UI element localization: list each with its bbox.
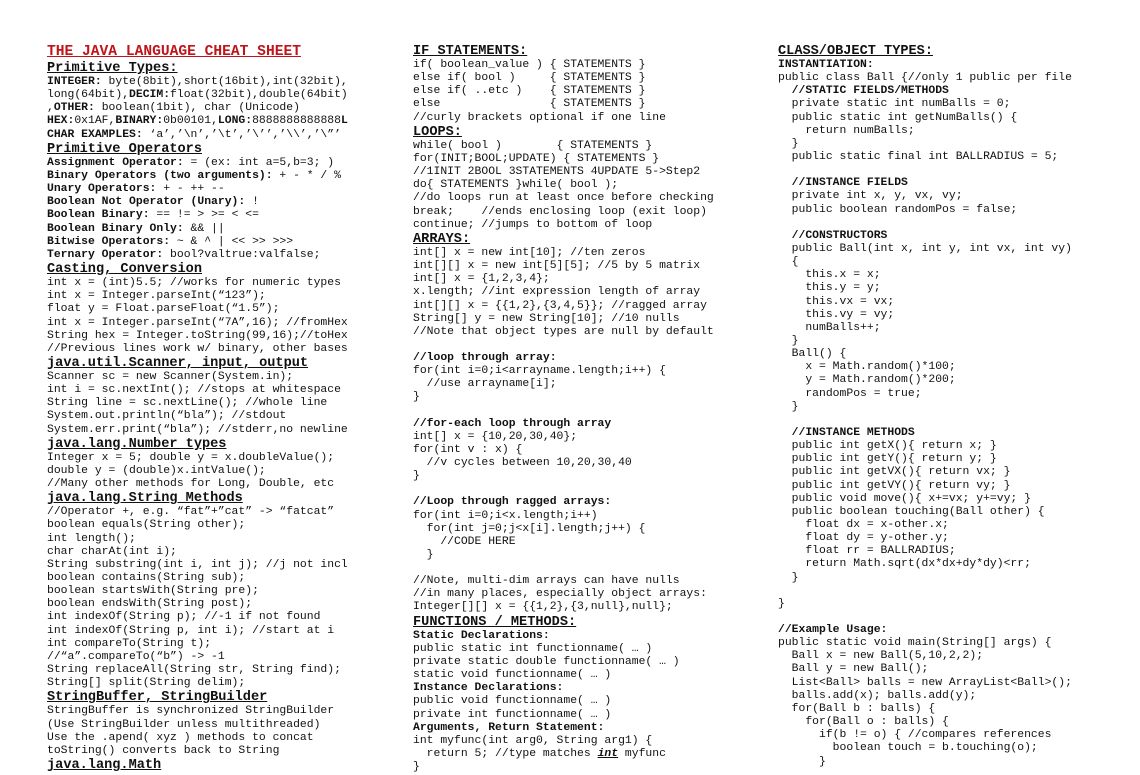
spacer <box>413 405 763 418</box>
code-line: private int functionname( … ) <box>413 708 612 721</box>
code-line: int indexOf(String p, int i); //start at i <box>47 624 335 637</box>
code-line: int x = Integer.parseInt(“123”); <box>47 290 266 303</box>
code-line: public static int getNumBalls() { <box>778 111 1018 124</box>
code-line: public class Ball {//only 1 public per file <box>778 72 1072 85</box>
code-line: private static int numBalls = 0; <box>778 98 1011 111</box>
code-line: } <box>413 391 420 404</box>
code-line: public int getVX(){ return vx; } <box>778 466 1011 479</box>
code-line: if( boolean_value ) { STATEMENTS } <box>413 59 646 71</box>
code-line: //Note that object types are null by default <box>413 325 714 338</box>
code-line: //Previous lines work w/ binary, other bases <box>47 342 348 355</box>
code-line: int x = Integer.parseInt(“7A”,16); //fromHex <box>47 316 348 329</box>
code-line: int[] x = {10,20,30,40}; <box>413 430 578 443</box>
code-line: continue; //jumps to bottom of loop <box>413 218 653 231</box>
code-line: randomPos = true; <box>778 387 922 400</box>
code-line: (Use StringBuilder unless multithreaded) <box>47 718 321 731</box>
code-line: public static int functionname( … ) <box>413 642 653 655</box>
text-line: Unary Operators: + - ++ -- <box>47 183 225 196</box>
code-line: toString() converts back to String <box>47 744 280 757</box>
code-line: boolean startsWith(String pre); <box>47 585 259 598</box>
code-line: public static final int BALLRADIUS = 5; <box>778 151 1059 164</box>
code-line: StringBuffer is synchronized StringBuilder <box>47 705 335 718</box>
code-line: y = Math.random()*200; <box>778 374 956 387</box>
code-line: int[][] x = {{1,2},{3,4,5}}; //ragged array <box>413 299 707 312</box>
text-line: long(64bit),DECIM:float(32bit),double(64bit) <box>47 89 348 102</box>
spacer <box>778 585 1133 598</box>
code-line: String line = sc.nextLine(); //whole line <box>47 397 328 410</box>
text-line: Binary Operators (two arguments): + - * / % <box>47 169 341 182</box>
label-example-usage: //Example Usage: <box>778 623 888 636</box>
code-line: int indexOf(String p); //-1 if not found <box>47 611 321 624</box>
code-line: //1INIT 2BOOL 3STATEMENTS 4UPDATE 5->Step2 <box>413 166 701 179</box>
subheading-ragged: //Loop through ragged arrays: <box>413 496 612 509</box>
code-line: } <box>778 755 826 768</box>
code-line: int x = (int)5.5; //works for numeric types <box>47 277 341 290</box>
text-line: Boolean Binary: == != > >= < <= <box>47 209 259 222</box>
code-line: float dy = y-other.y; <box>778 532 949 545</box>
label-instance-fields: //INSTANCE FIELDS <box>778 177 908 190</box>
code-line: } <box>778 334 799 347</box>
label-static-declarations: Static Declarations: <box>413 629 550 642</box>
code-line: public void move(){ x+=vx; y+=vy; } <box>778 492 1031 505</box>
code-line <box>413 748 763 761</box>
code-line: boolean equals(String other); <box>47 519 246 532</box>
spacer <box>778 217 1133 230</box>
code-line: this.y = y; <box>778 282 881 295</box>
code-line: Ball() { <box>778 348 847 361</box>
code-line: String substring(int i, int j); //j not incl <box>47 558 348 571</box>
spacer <box>778 611 1133 624</box>
section-heading-functions: FUNCTIONS / METHODS: <box>413 614 577 630</box>
code-line: //curly brackets optional if one line <box>413 111 666 124</box>
code-line: float dx = x-other.x; <box>778 519 949 531</box>
label-instantiation: INSTANTIATION: <box>778 59 874 71</box>
code-line: break; //ends enclosing loop (exit loop) <box>413 205 707 218</box>
code-line: for(int v : x) { <box>413 443 523 456</box>
subheading-loop-array: //loop through array: <box>413 351 557 364</box>
code-line: private static double functionname( … ) <box>413 655 680 668</box>
spacer <box>778 414 1133 427</box>
code-line: return numBalls; <box>778 124 915 137</box>
code-line: } <box>778 597 785 610</box>
code-emphasis: int <box>597 748 619 761</box>
code-line: this.vx = vx; <box>778 295 895 308</box>
code-line: Integer x = 5; double y = x.doubleValue(); <box>47 451 335 464</box>
code-line: for(int j=0;j<x[i].length;j++) { <box>413 522 646 535</box>
code-line: this.x = x; <box>778 269 881 282</box>
spacer <box>413 483 763 496</box>
code-line: List<Ball> balls = new ArrayList<Ball>(); <box>778 676 1072 689</box>
code-line: else if( ..etc ) { STATEMENTS } <box>413 85 646 98</box>
text-line: Ternary Operator: bool?valtrue:valfalse; <box>47 248 321 261</box>
code-line: for(Ball o : balls) { <box>778 716 949 729</box>
code-line: this.vy = vy; <box>778 308 895 321</box>
code-line: for(int i=0;i<x.length;i++) <box>413 509 598 522</box>
code-line: public Ball(int x, int y, int vx, int vy) <box>778 242 1072 255</box>
code-line: } <box>778 137 799 150</box>
code-line: public int getY(){ return y; } <box>778 453 997 466</box>
code-line: static void functionname( … ) <box>413 669 612 682</box>
code-line: x = Math.random()*100; <box>778 361 956 374</box>
code-line: public int getVY(){ return vy; } <box>778 479 1011 492</box>
code-line: //Operator +, e.g. “fat”+”cat” -> “fatcat” <box>47 506 335 519</box>
code-line: else if( bool ) { STATEMENTS } <box>413 72 646 85</box>
code-line: String[] y = new String[10]; //10 nulls <box>413 312 680 325</box>
code-line: String[] split(String delim); <box>47 677 246 690</box>
code-line: //do loops run at least once before checking <box>413 192 714 205</box>
code-line: Integer[][] x = {{1,2},{3,null},null}; <box>413 601 673 614</box>
code-line: //v cycles between 10,20,30,40 <box>413 457 632 470</box>
code-line: else { STATEMENTS } <box>413 98 646 111</box>
code-line: return Math.sqrt(dx*dx+dy*dy)<rr; <box>778 558 1031 571</box>
column-right <box>778 44 1133 769</box>
text-line: Boolean Binary Only: && || <box>47 222 225 235</box>
label-instance-declarations: Instance Declarations: <box>413 682 564 695</box>
code-line: for(INIT;BOOL;UPDATE) { STATEMENTS } <box>413 152 660 165</box>
text-line: ,OTHER: boolean(1bit), char (Unicode) <box>47 102 300 115</box>
column-middle <box>413 44 763 774</box>
column-left <box>47 44 397 773</box>
section-heading-casting: Casting, Conversion <box>47 262 202 278</box>
code-line: if(b != o) { //compares references <box>778 729 1052 742</box>
section-heading-string-methods: java.lang.String Methods <box>47 491 243 507</box>
spacer <box>413 562 763 575</box>
code-line: { <box>778 256 799 269</box>
code-line: public int getX(){ return x; } <box>778 440 997 453</box>
code-line: //in many places, especially object arrays: <box>413 588 707 601</box>
code-fragment: return 5; //type matches <box>413 748 598 761</box>
code-line: private int x, y, vx, vy; <box>778 190 963 203</box>
code-line: Scanner sc = new Scanner(System.in); <box>47 370 294 383</box>
code-line: double y = (double)x.intValue(); <box>47 464 266 477</box>
code-line: char charAt(int i); <box>47 545 177 558</box>
spacer <box>778 164 1133 177</box>
code-line: } <box>778 571 799 584</box>
section-heading-if: IF STATEMENTS: <box>413 44 528 59</box>
code-line: public void functionname( … ) <box>413 695 612 708</box>
code-line: public static void main(String[] args) { <box>778 637 1052 650</box>
text-line: Assignment Operator: = (ex: int a=5,b=3; ) <box>47 156 335 169</box>
code-line: } <box>778 400 799 413</box>
section-heading-number-types: java.lang.Number types <box>47 436 227 452</box>
subheading-for-each: //for-each loop through array <box>413 417 612 430</box>
code-line: } <box>413 761 420 774</box>
code-line: //Note, multi-dim arrays can have nulls <box>413 575 680 588</box>
section-heading-arrays: ARRAYS: <box>413 231 471 247</box>
code-line: } <box>413 470 420 483</box>
code-line: while( bool ) { STATEMENTS } <box>413 139 653 152</box>
code-line: for(int i=0;i<arrayname.length;i++) { <box>413 365 666 378</box>
text-line: HEX:0x1AF,BINARY:0b00101,LONG:8888888888888L <box>47 115 348 128</box>
label-arguments-return: Arguments, Return Statement: <box>413 721 605 734</box>
code-line: int compareTo(String t); <box>47 637 212 650</box>
code-line: float y = Float.parseFloat(“1.5”); <box>47 303 280 316</box>
code-line: numBalls++; <box>778 321 881 334</box>
code-line: boolean touch = b.touching(o); <box>778 742 1038 755</box>
code-line: //“a”.compareTo(“b”) -> -1 <box>47 650 225 663</box>
code-line: String replaceAll(String str, String find); <box>47 664 341 677</box>
code-line: int length(); <box>47 532 136 545</box>
code-line: for(Ball b : balls) { <box>778 702 936 715</box>
code-line: public boolean randomPos = false; <box>778 203 1018 216</box>
code-line: Ball x = new Ball(5,10,2,2); <box>778 650 984 663</box>
page-title: THE JAVA LANGUAGE CHEAT SHEET <box>47 44 301 60</box>
code-line: public boolean touching(Ball other) { <box>778 505 1045 518</box>
code-line: System.err.print(“bla”); //stderr,no newline <box>47 423 348 436</box>
section-heading-math: java.lang.Math <box>47 758 162 774</box>
section-heading-stringbuffer: StringBuffer, StringBuilder <box>47 690 268 706</box>
code-line: System.out.println(“bla”); //stdout <box>47 410 287 423</box>
code-line: Ball y = new Ball(); <box>778 663 929 676</box>
code-line: //Many other methods for Long, Double, etc <box>47 478 335 491</box>
code-line: boolean endsWith(String post); <box>47 598 253 611</box>
code-line: boolean contains(String sub); <box>47 572 246 584</box>
code-line: int i = sc.nextInt(); //stops at whitespace <box>47 384 341 397</box>
code-line: } <box>413 549 434 561</box>
code-line: int[][] x = new int[5][5]; //5 by 5 matrix <box>413 260 701 273</box>
section-heading-primitive-types: Primitive Types: <box>47 61 178 76</box>
code-line: String hex = Integer.toString(99,16);//toHex <box>47 329 348 342</box>
code-line: Use the .apend( xyz ) methods to concat <box>47 731 314 744</box>
code-line: //CODE HERE <box>413 535 516 548</box>
section-heading-loops: LOOPS: <box>413 124 462 140</box>
code-line: //use arrayname[i]; <box>413 378 557 391</box>
text-line: Boolean Not Operator (Unary): ! <box>47 196 259 209</box>
text-line: INTEGER: byte(8bit),short(16bit),int(32bit), <box>47 76 348 88</box>
text-line: Bitwise Operators: ~ & ^ | << >> >>> <box>47 235 294 248</box>
code-line: do{ STATEMENTS }while( bool ); <box>413 179 619 192</box>
section-heading-primitive-operators: Primitive Operators <box>47 141 202 157</box>
section-heading-class-object: CLASS/OBJECT TYPES: <box>778 44 933 59</box>
section-heading-scanner: java.util.Scanner, input, output <box>47 355 309 371</box>
code-line: float rr = BALLRADIUS; <box>778 545 956 558</box>
code-line: int myfunc(int arg0, String arg1) { <box>413 734 653 747</box>
label-constructors: //CONSTRUCTORS <box>778 229 888 242</box>
code-line: x.length; //int expression length of array <box>413 286 701 299</box>
code-line: int[] x = {1,2,3,4}; <box>413 273 550 286</box>
code-fragment: myfunc <box>618 748 666 761</box>
text-line: CHAR EXAMPLES: ‘a’,’\n’,’\t’,’\’’,’\\’,’\”’ <box>47 128 341 141</box>
code-line: balls.add(x); balls.add(y); <box>778 689 977 702</box>
label-static-fields: //STATIC FIELDS/METHODS <box>778 85 949 98</box>
code-line: int[] x = new int[10]; //ten zeros <box>413 246 646 259</box>
label-instance-methods: //INSTANCE METHODS <box>778 426 915 439</box>
spacer <box>413 339 763 352</box>
